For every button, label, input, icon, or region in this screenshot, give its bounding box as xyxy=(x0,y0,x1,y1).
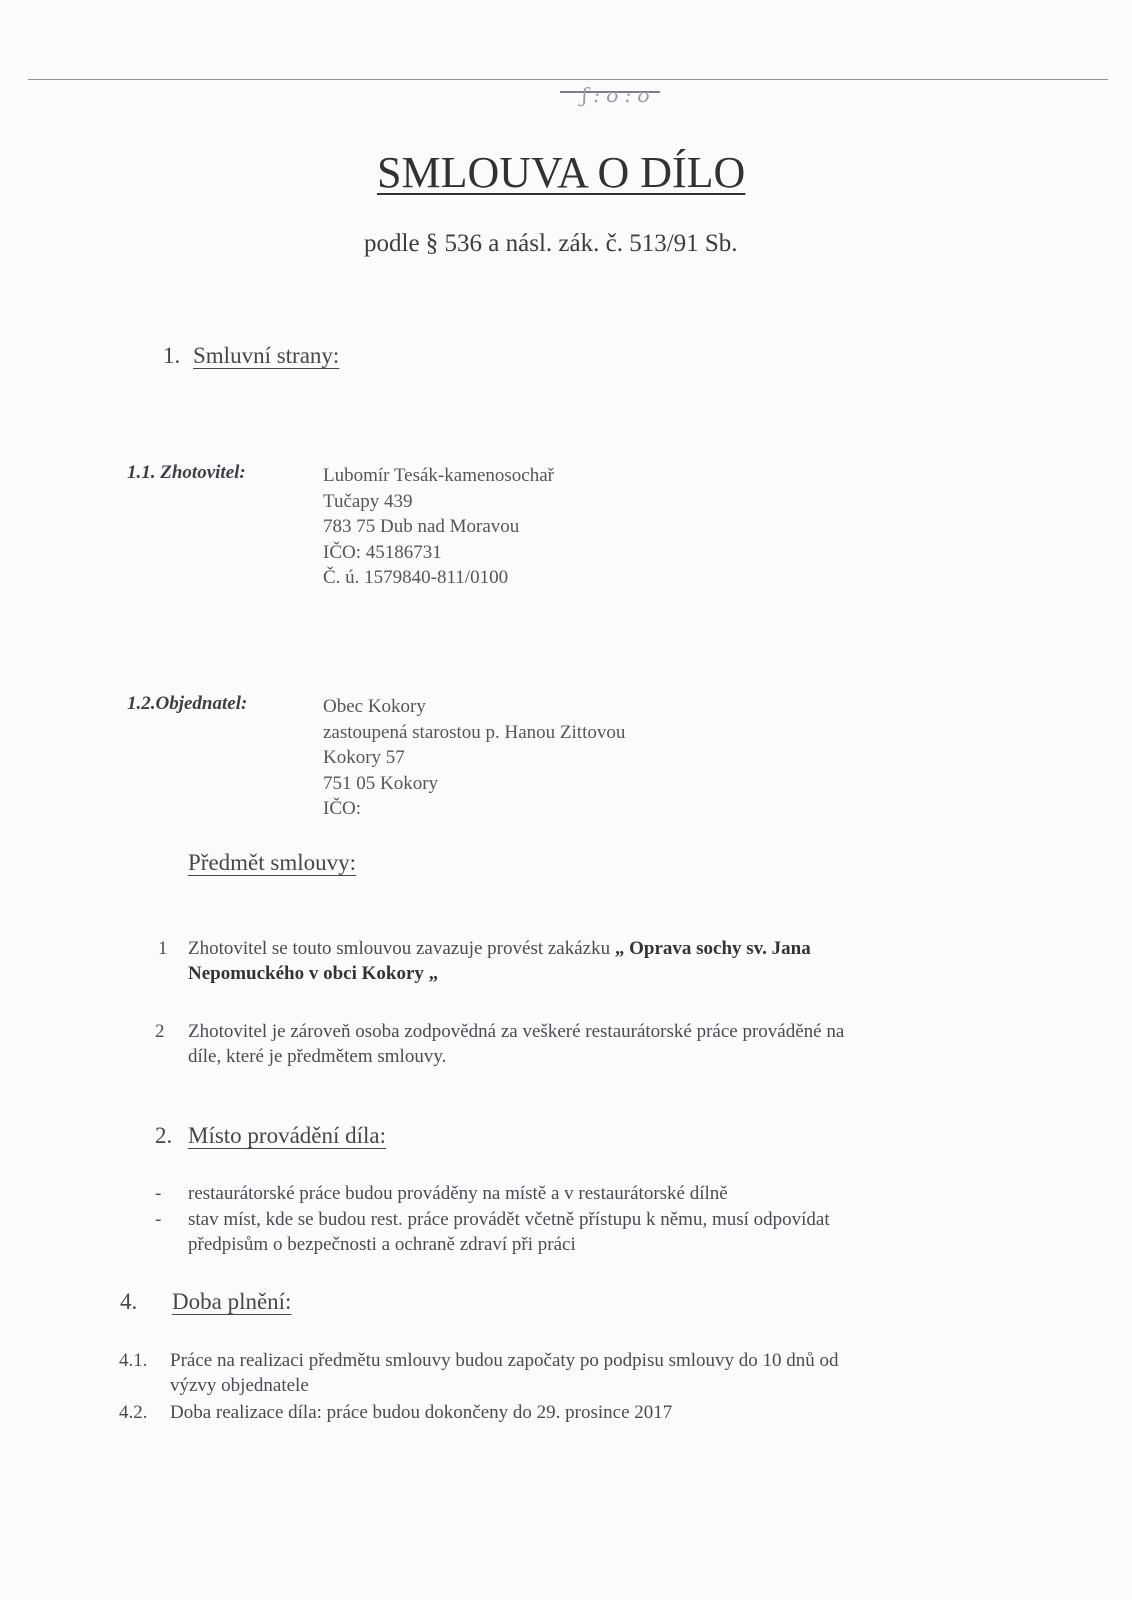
contractor-block xyxy=(323,463,554,591)
client-city: 751 05 Kokory xyxy=(323,772,439,794)
section-2-bullet-1-dash: - xyxy=(155,1183,162,1204)
subject-heading: Předmět smlouvy: xyxy=(188,850,357,875)
section-4-item-1-number: 4.1. xyxy=(119,1350,148,1371)
contractor-name: Lubomír Tesák-kamenosochař xyxy=(323,465,554,486)
top-rule xyxy=(28,79,1108,80)
section-4-number: 4. xyxy=(120,1289,138,1314)
section-4-heading: Doba plnění: xyxy=(172,1289,292,1314)
section-1-number: 1. xyxy=(163,343,181,368)
section-2-bullet-1: restaurátorské práce budou prováděny na místě a v restaurátorské dílně xyxy=(188,1183,728,1204)
subject-item-1-line-2: Nepomuckého v obci Kokory „ xyxy=(188,963,439,984)
client-representative: zastoupená starostou p. Hanou Zittovou xyxy=(323,721,626,743)
subject-item-2-line-1: Zhotovitel je zároveň osoba zodpovědná za veškeré restaurátorské práce prováděné na xyxy=(188,1021,845,1042)
section-4-item-1-line-1: Práce na realizaci předmětu smlouvy budou započaty po podpisu smlouvy do 10 dnů od xyxy=(170,1350,839,1371)
section-2-number: 2. xyxy=(155,1123,173,1148)
client-name: Obec Kokory xyxy=(323,696,426,717)
subject-item-1-line-1 xyxy=(188,938,811,960)
contractor-city: 783 75 Dub nad Moravou xyxy=(323,516,520,537)
subject-item-1-text: Zhotovitel se touto smlouvou zavazuje provést zakázku xyxy=(188,938,615,959)
client-street: Kokory 57 xyxy=(323,747,405,768)
subject-item-2-number: 2 xyxy=(155,1021,165,1042)
document-title: SMLOUVA O DÍLO xyxy=(377,148,746,197)
document-subtitle: podle § 536 a násl. zák. č. 513/91 Sb. xyxy=(364,230,738,257)
contractor-label: 1.1. Zhotovitel: xyxy=(127,462,246,483)
section-2-heading: Místo provádění díla: xyxy=(188,1123,387,1148)
client-block xyxy=(323,694,625,822)
contractor-account: Č. ú. 1579840-811/0100 xyxy=(323,567,509,588)
contractor-street: Tučapy 439 xyxy=(323,490,413,512)
section-2-bullet-2-dash: - xyxy=(155,1209,162,1230)
client-ico: IČO: xyxy=(323,798,361,819)
subject-item-1-bold: „ Oprava sochy sv. Jana xyxy=(614,938,811,959)
handwritten-mark: ʃ:ʊ:ʊ xyxy=(582,83,656,107)
section-4-item-1-line-2: výzvy objednatele xyxy=(170,1375,309,1396)
client-label: 1.2.Objednatel: xyxy=(127,693,248,714)
subject-item-2-line-2: díle, které je předmětem smlouvy. xyxy=(188,1046,447,1067)
section-4-item-2-line-1: Doba realizace díla: práce budou dokončeny do 29. prosince 2017 xyxy=(170,1402,673,1423)
section-2-bullet-2-line-2: předpisům o bezpečnosti a ochraně zdraví při práci xyxy=(188,1234,576,1255)
section-2-bullet-2-line-1: stav míst, kde se budou rest. práce provádět včetně přístupu k němu, musí odpovídat xyxy=(188,1209,830,1230)
subject-item-1-number: 1 xyxy=(158,938,168,959)
section-4-item-2-number: 4.2. xyxy=(119,1402,148,1423)
contractor-ico: IČO: 45186731 xyxy=(323,541,442,563)
section-1-heading: Smluvní strany: xyxy=(193,343,340,368)
